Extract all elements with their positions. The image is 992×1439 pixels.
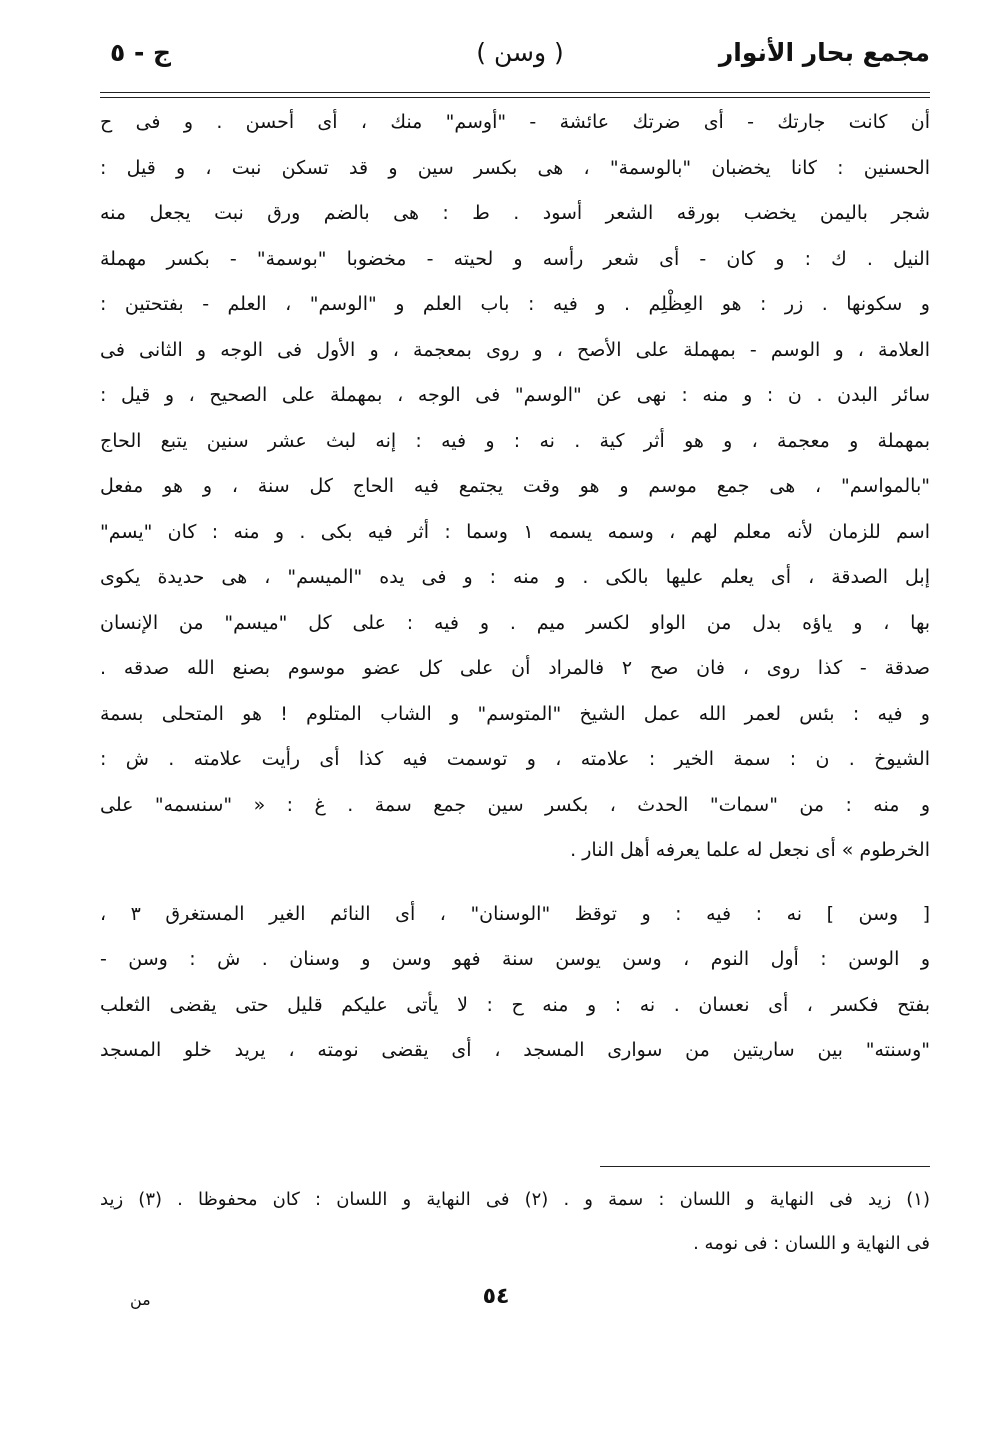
- text-line: "بالمواسم" ، هى جمع موسم و هو وقت يجتمع فيه الحاج كل سنة ، و هو مفعل: [100, 475, 930, 497]
- text-line: سائر البدن . ن : و منه : نهى عن "الوسم" فى الوجه ، بمهملة على الصحيح ، و قيل :: [100, 384, 930, 406]
- main-text: [100, 100, 930, 1074]
- header-rule-bottom: [100, 97, 930, 98]
- paragraph-wasm: [100, 100, 930, 874]
- text-line: الشيوخ . ن : سمة الخير : علامته ، و توسمت فيه كذا أى رأيت علامته . ش :: [100, 748, 930, 770]
- text-line: و سكونها . زر : هو العِظْلِم . و فيه : باب العلم و "الوسم" ، العلم - بفتحتين :: [100, 293, 930, 315]
- running-header: [110, 38, 930, 78]
- catchword: من: [130, 1290, 151, 1309]
- text-line: بفتح فكسر ، أى نعسان . نه : و منه ح : لا يأتى عليكم قليل حتى يقضى الثعلب: [100, 993, 930, 1016]
- text-line: [ وسن ] نه : فيه : و توقظ "الوسنان" ، أى النائم الغير المستغرق ٣ ،: [100, 902, 930, 925]
- footnote-line: فى النهاية و اللسان : فى نومه .: [693, 1233, 930, 1254]
- footnotes: [100, 1178, 930, 1266]
- text-line: النيل . ك : و كان - أى شعر رأسه و لحيته - مخضوبا "بوسمة" - بكسر مهملة: [100, 247, 930, 270]
- text-line: شجر باليمن يخضب بورقه الشعر أسود . ط : هى بالضم ورق نبت يجعل منه: [100, 202, 930, 224]
- entry-root-title: ( وسن ): [476, 38, 564, 67]
- footnote-rule: [600, 1166, 930, 1167]
- header-rule-top: [100, 92, 930, 93]
- text-line: و الوسن : أول النوم ، وسن يوسن سنة فهو وسن و وسنان . ش : وسن -: [100, 948, 930, 970]
- text-line: "وسنته" بين ساريتين من سوارى المسجد ، أى يقضى نومته ، يريد خلو المسجد: [100, 1039, 930, 1061]
- text-line: و فيه : بئس لعمر الله عمل الشيخ "المتوسم" و الشاب المتلوم ! هو المتحلى بسمة: [100, 702, 930, 725]
- book-title: مجمع بحار الأنوار: [718, 38, 930, 67]
- footnote-line: (١) زيد فى النهاية و اللسان : سمة و . (٢) فى النهاية و اللسان : كان محفوظا . (٣) زيد: [100, 1189, 930, 1210]
- page-number: ٥٤: [482, 1284, 510, 1309]
- text-line: أن كانت جارتك - أى ضرتك عائشة - "أوسم" منك ، أى أحسن . و فى ح: [100, 111, 930, 133]
- text-line: الحسنين : كانا يخضبان "بالوسمة" ، هى بكسر سين و قد تسكن نبت ، و قيل :: [100, 156, 930, 179]
- text-line: اسم للزمان لأنه معلم لهم ، وسمه يسمه ١ وسما : أثر فيه بكى . و منه : كان "يسم": [100, 520, 930, 543]
- text-line: الخرطوم » أى نجعل له علما يعرفه أهل النار .: [570, 839, 930, 861]
- text-line: صدقة - كذا روى ، فان صح ٢ فالمراد أن على كل عضو موسوم بصنع الله صدقه .: [100, 657, 930, 679]
- volume-number: ج - ٥: [110, 38, 172, 67]
- paragraph-wasan: [100, 892, 930, 1074]
- text-line: و منه : من "سمات" الحدث ، بكسر سين جمع سمة . غ : « "سنسمه" على: [100, 793, 930, 816]
- text-line: إبل الصدقة ، أى يعلم عليها بالكى . و منه : و فى يده "الميسم" ، هى حديدة يكوى: [100, 566, 930, 588]
- text-line: العلامة ، و الوسم - بمهملة على الأصح ، و روى بمعجمة ، و الأول فى الوجه و الثانى فى: [100, 338, 930, 361]
- text-line: بها ، و ياؤه بدل من الواو لكسر ميم . و فيه : على كل "ميسم" من الإنسان: [100, 611, 930, 634]
- text-line: بمهملة و معجمة ، و هو أثر كية . نه : و فيه : إنه لبث عشر سنين يتبع الحاج: [100, 429, 930, 452]
